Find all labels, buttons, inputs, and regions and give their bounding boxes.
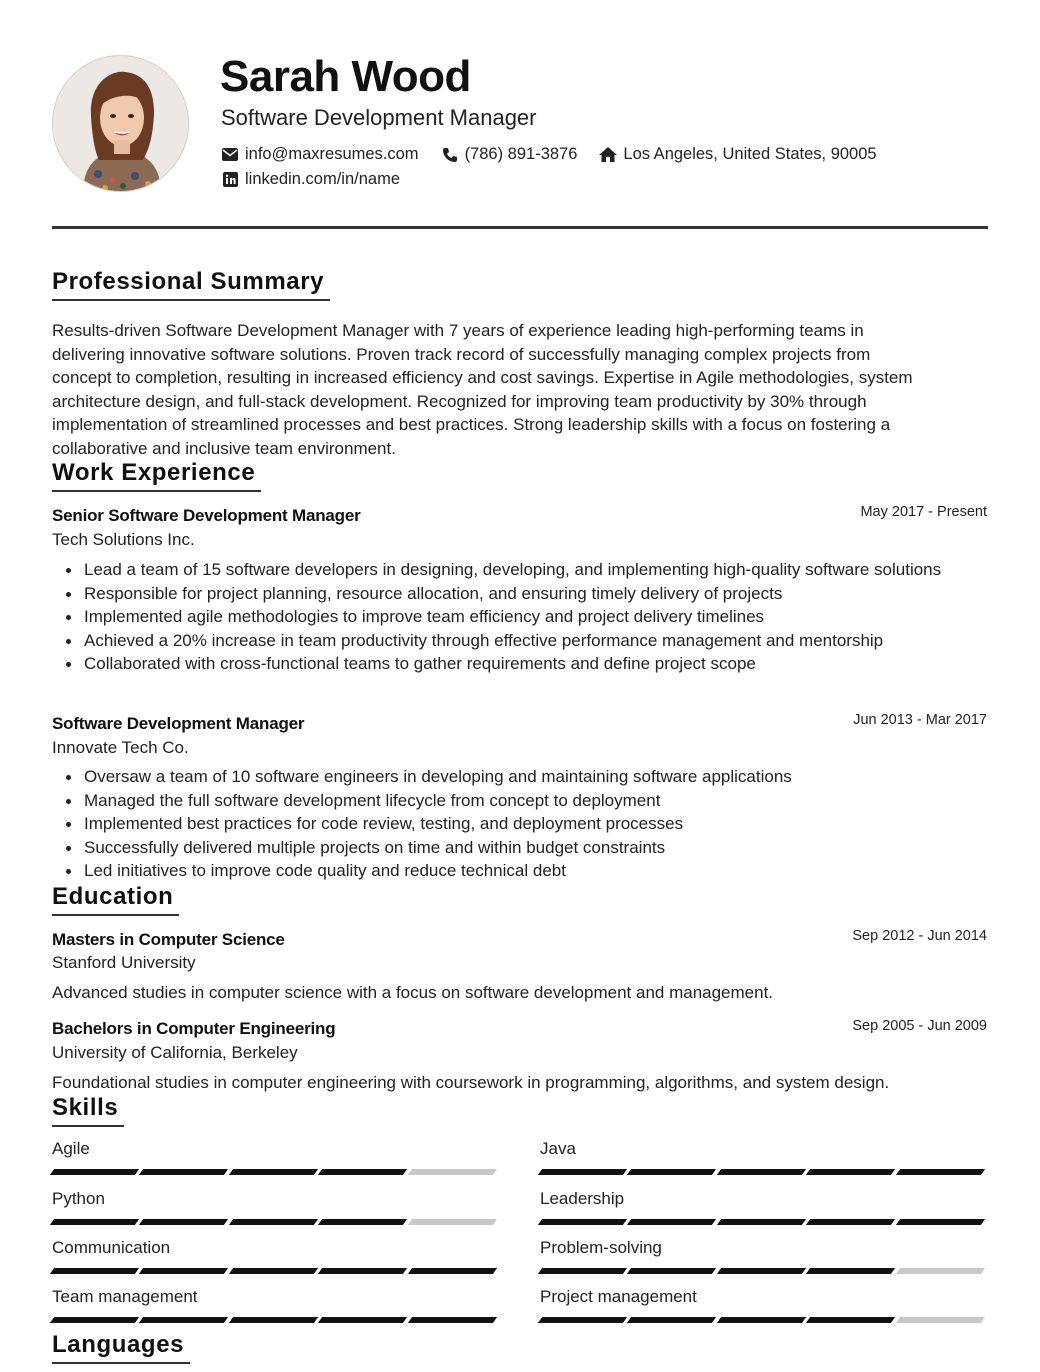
envelope-icon (221, 146, 239, 164)
profile-photo (52, 55, 189, 192)
skill-segment-filled (806, 1169, 896, 1175)
skill-segment-filled (717, 1169, 807, 1175)
contact-phone[interactable] (441, 145, 578, 164)
list-item: Implemented agile methodologies to improve team efficiency and project delivery timelines (52, 605, 942, 629)
skill-level-bar (52, 1317, 499, 1323)
skill-item (52, 1189, 499, 1225)
list-item: Led initiatives to improve code quality and reduce technical debt (52, 859, 942, 883)
skill-segment-filled (896, 1169, 986, 1175)
education-dates: Sep 2012 - Jun 2014 (852, 928, 987, 944)
contact-location (599, 145, 876, 164)
skill-segment-filled (50, 1317, 140, 1323)
section-title-education: Education (52, 883, 179, 916)
skill-name: Agile (52, 1139, 90, 1158)
list-item: Implemented best practices for code review, testing, and deployment processes (52, 812, 942, 836)
skill-level-bar (52, 1169, 499, 1175)
section-title-skills: Skills (52, 1094, 124, 1127)
skill-segment-filled (627, 1169, 717, 1175)
job-title: Software Development Manager (52, 714, 305, 733)
skill-segment-filled (806, 1317, 896, 1323)
skill-segment-filled (229, 1317, 319, 1323)
job-company: Tech Solutions Inc. (52, 530, 195, 549)
header-divider (52, 226, 988, 229)
skill-name: Python (52, 1189, 105, 1208)
job-title: Senior Software Development Manager (52, 506, 361, 525)
skill-segment-filled (538, 1219, 628, 1225)
job-company: Innovate Tech Co. (52, 738, 189, 757)
skill-segment-filled (139, 1219, 229, 1225)
list-item: Successfully delivered multiple projects on time and within budget constraints (52, 836, 942, 860)
skill-item (52, 1238, 499, 1274)
skill-segment-empty (408, 1219, 498, 1225)
job-bullets (52, 558, 942, 676)
skill-segment-filled (318, 1219, 408, 1225)
skill-level-bar (540, 1317, 987, 1323)
skill-segment-filled (318, 1268, 408, 1274)
skill-level-bar (540, 1169, 987, 1175)
skill-name: Leadership (540, 1189, 625, 1208)
skill-segment-filled (50, 1219, 140, 1225)
skill-name: Java (540, 1139, 576, 1158)
job-dates: May 2017 - Present (860, 504, 987, 520)
list-item: Managed the full software development lifecycle from concept to deployment (52, 789, 942, 813)
job-bullets (52, 765, 942, 883)
summary-line: concept to completion, resulting in increased efficiency and cost savings. Expertise in Agile methodologies, system (52, 368, 913, 387)
education-description: Advanced studies in computer science with a focus on software development and management. (52, 983, 774, 1002)
skill-segment-filled (538, 1317, 628, 1323)
skill-segment-filled (139, 1268, 229, 1274)
section-title-summary: Professional Summary (52, 268, 330, 301)
skill-segment-filled (896, 1219, 986, 1225)
candidate-name: Sarah Wood (220, 52, 471, 101)
skill-level-bar (540, 1268, 987, 1274)
skill-segment-filled (806, 1268, 896, 1274)
skill-segment-filled (627, 1268, 717, 1274)
summary-line: collaborative and inclusive team environment. (52, 438, 396, 458)
list-item: Oversaw a team of 10 software engineers in developing and maintaining software applications (52, 765, 942, 789)
summary-line: Results-driven Software Development Manager with 7 years of experience leading high-performing teams in (52, 321, 864, 340)
skill-level-bar (52, 1219, 499, 1225)
contact-row (221, 145, 899, 164)
skill-segment-filled (408, 1268, 498, 1274)
skill-item (540, 1139, 987, 1175)
contact-linkedin[interactable] (221, 170, 400, 189)
school-name: Stanford University (52, 953, 196, 972)
contact-row-2 (221, 170, 422, 189)
linkedin-icon (221, 171, 239, 189)
skill-segment-empty (408, 1169, 498, 1175)
skill-segment-filled (717, 1268, 807, 1274)
skill-segment-filled (139, 1169, 229, 1175)
summary-text (52, 319, 988, 460)
summary-line: architecture design, and full-stack development. Recognized for improving team productivity by 30% through (52, 391, 867, 411)
skill-segment-filled (50, 1268, 140, 1274)
skill-segment-filled (318, 1317, 408, 1323)
skill-item (540, 1287, 987, 1323)
list-item: Lead a team of 15 software developers in designing, developing, and implementing high-quality software solutions (52, 558, 942, 582)
summary-line: delivering innovative software solutions. Proven track record of successfully managing complex projects from (52, 344, 871, 364)
skill-segment-filled (408, 1317, 498, 1323)
skill-item (540, 1238, 987, 1274)
skill-level-bar (52, 1268, 499, 1274)
email-text[interactable]: info@maxresumes.com (245, 145, 419, 163)
skill-name: Problem-solving (540, 1238, 662, 1257)
education-dates: Sep 2005 - Jun 2009 (852, 1018, 987, 1034)
skill-segment-filled (139, 1317, 229, 1323)
skill-segment-filled (627, 1219, 717, 1225)
skill-segment-empty (896, 1268, 986, 1274)
section-title-languages: Languages (52, 1331, 190, 1364)
skill-segment-filled (318, 1169, 408, 1175)
education-description: Foundational studies in computer engineering with coursework in programming, algorithms, and system design. (52, 1073, 890, 1092)
degree-title: Masters in Computer Science (52, 930, 285, 949)
skill-item (52, 1287, 499, 1323)
skill-segment-filled (717, 1317, 807, 1323)
candidate-role: Software Development Manager (221, 105, 537, 130)
skill-level-bar (540, 1219, 987, 1225)
skill-segment-filled (627, 1317, 717, 1323)
skill-segment-filled (538, 1268, 628, 1274)
list-item: Collaborated with cross-functional teams to gather requirements and define project scope (52, 652, 942, 676)
job-dates: Jun 2013 - Mar 2017 (853, 712, 987, 728)
phone-icon (441, 146, 459, 164)
phone-text[interactable]: (786) 891-3876 (464, 145, 578, 163)
skill-item (52, 1139, 499, 1175)
skill-segment-filled (50, 1169, 140, 1175)
skill-name: Team management (52, 1287, 198, 1306)
skill-segment-empty (896, 1317, 986, 1323)
contact-email[interactable] (221, 145, 419, 164)
linkedin-text[interactable]: linkedin.com/in/name (245, 170, 400, 188)
degree-title: Bachelors in Computer Engineering (52, 1019, 336, 1038)
skill-name: Communication (52, 1238, 171, 1257)
summary-line: implementation of streamlined processes and best practices. Strong leadership skills with a focus on fostering a (52, 415, 891, 434)
skill-segment-filled (717, 1219, 807, 1225)
skill-segment-filled (229, 1219, 319, 1225)
location-text: Los Angeles, United States, 90005 (623, 145, 877, 163)
skill-name: Project management (540, 1287, 697, 1306)
list-item: Responsible for project planning, resource allocation, and ensuring timely delivery of projects (52, 582, 942, 606)
list-item: Achieved a 20% increase in team productivity through effective performance management and mentorship (52, 629, 942, 653)
skill-segment-filled (229, 1268, 319, 1274)
skill-segment-filled (229, 1169, 319, 1175)
skill-segment-filled (806, 1219, 896, 1225)
school-name: University of California, Berkeley (52, 1043, 298, 1062)
skill-segment-filled (538, 1169, 628, 1175)
home-icon (599, 146, 617, 164)
section-title-experience: Work Experience (52, 459, 261, 492)
skill-item (540, 1189, 987, 1225)
